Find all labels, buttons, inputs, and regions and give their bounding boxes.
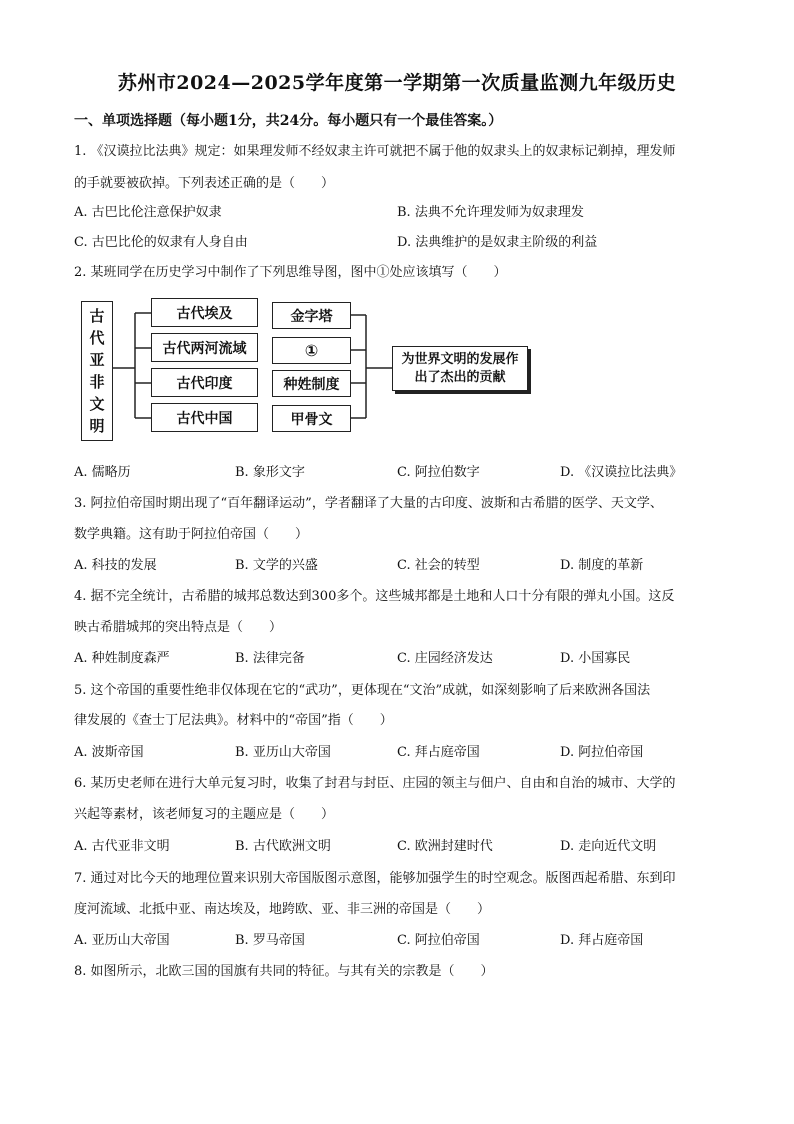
question-1-line-1: 1. 《汉谟拉比法典》规定：如果理发师不经奴隶主许可就把不属于他的奴隶头上的奴隶标记剃掉，理发师 (74, 144, 676, 159)
mindmap-root-char: 古 (89, 307, 105, 325)
mindmap-civ-china: 古代中国 (151, 403, 258, 432)
question-6-line-1: 6. 某历史老师在进行大单元复习时，收集了封君与封臣、庄园的领主与佃户、自由和自治的城市、大学的 (74, 776, 676, 791)
question-4-line-1: 4. 据不完全统计，古希腊的城邦总数达到300多个。这些城邦都是土地和人口十分有限的弹丸小国。这反 (74, 589, 675, 604)
mindmap-root-char: 代 (89, 329, 105, 347)
mindmap-root (81, 301, 113, 441)
question-6-option-b: B. 古代欧洲文明 (235, 839, 331, 854)
question-5-option-a: A. 波斯帝国 (74, 745, 144, 760)
question-4-option-b: B. 法律完备 (235, 651, 305, 666)
mindmap-civ-india: 古代印度 (151, 368, 258, 397)
mindmap-root-char: 亚 (89, 351, 105, 369)
page-title: 苏州市2024—2025学年度第一学期第一次质量监测九年级历史 (117, 72, 677, 94)
mindmap-root-char: 明 (89, 417, 105, 435)
question-5-option-c: C. 拜占庭帝国 (397, 745, 480, 760)
mindmap-item-blank: ① (272, 337, 351, 364)
question-1-option-a: A. 古巴比伦注意保护奴隶 (74, 205, 222, 220)
mindmap-item-caste: 种姓制度 (272, 370, 351, 397)
question-4-option-a: A. 种姓制度森严 (74, 651, 170, 666)
mindmap-civ-egypt: 古代埃及 (151, 298, 258, 327)
mindmap-result: 为世界文明的发展作出了杰出的贡献 (392, 346, 528, 391)
question-7-line-1: 7. 通过对比今天的地理位置来识别大帝国版图示意图，能够加强学生的时空观念。版图西起希腊、东到印 (74, 871, 676, 886)
question-2-line-1: 2. 某班同学在历史学习中制作了下列思维导图，图中①处应该填写（ ） (74, 265, 507, 280)
question-7-line-2: 度河流域、北抵中亚、南达埃及，地跨欧、亚、非三洲的帝国是（ ） (74, 902, 491, 917)
question-3-option-c: C. 社会的转型 (397, 558, 480, 573)
question-3-line-2: 数学典籍。这有助于阿拉伯帝国（ ） (74, 527, 309, 542)
question-2-option-b: B. 象形文字 (235, 465, 305, 480)
question-1-line-2: 的手就要被砍掉。下列表述正确的是（ ） (74, 176, 335, 191)
question-3-option-d: D. 制度的革新 (560, 558, 644, 573)
question-2-option-a: A. 儒略历 (74, 465, 131, 480)
question-7-option-d: D. 拜占庭帝国 (560, 933, 644, 948)
question-8-line-1: 8. 如图所示，北欧三国的国旗有共同的特征。与其有关的宗教是（ ） (74, 964, 494, 979)
question-2-option-d: D. 《汉谟拉比法典》 (560, 465, 683, 480)
question-7-option-c: C. 阿拉伯帝国 (397, 933, 480, 948)
question-6-line-2: 兴起等素材，该老师复习的主题应是（ ） (74, 807, 335, 822)
mindmap-civ-mesopotamia: 古代两河流域 (151, 333, 258, 362)
question-6-option-c: C. 欧洲封建时代 (397, 839, 493, 854)
question-4-line-2: 映古希腊城邦的突出特点是（ ） (74, 620, 283, 635)
question-7-option-a: A. 亚历山大帝国 (74, 933, 170, 948)
question-2-option-c: C. 阿拉伯数字 (397, 465, 480, 480)
question-6-option-a: A. 古代亚非文明 (74, 839, 170, 854)
section-heading: 一、单项选择题（每小题1分，共24分。每小题只有一个最佳答案。） (74, 113, 503, 129)
question-1-option-d: D. 法典维护的是奴隶主阶级的利益 (397, 235, 598, 250)
question-3-option-a: A. 科技的发展 (74, 558, 157, 573)
question-3-option-b: B. 文学的兴盛 (235, 558, 318, 573)
question-5-option-b: B. 亚历山大帝国 (235, 745, 331, 760)
question-3-line-1: 3. 阿拉伯帝国时期出现了“百年翻译运动”，学者翻译了大量的古印度、波斯和古希腊的医学、天文学、 (74, 496, 663, 511)
mindmap-root-char: 文 (89, 395, 105, 413)
mindmap-root-char: 非 (89, 373, 105, 391)
question-5-line-1: 5. 这个帝国的重要性绝非仅体现在它的“武功”，更体现在“文治”成就，如深刻影响了后来欧洲各国法 (74, 683, 651, 698)
question-4-option-c: C. 庄园经济发达 (397, 651, 493, 666)
question-6-option-d: D. 走向近代文明 (560, 839, 657, 854)
question-7-option-b: B. 罗马帝国 (235, 933, 305, 948)
question-5-line-2: 律发展的《查士丁尼法典》。材料中的“帝国”指（ ） (74, 713, 393, 728)
question-5-option-d: D. 阿拉伯帝国 (560, 745, 644, 760)
mindmap-item-oracle-bone: 甲骨文 (272, 405, 351, 432)
mindmap-item-pyramid: 金字塔 (272, 302, 351, 329)
question-1-option-b: B. 法典不允许理发师为奴隶理发 (397, 205, 584, 220)
question-1-option-c: C. 古巴比伦的奴隶有人身自由 (74, 235, 248, 250)
question-4-option-d: D. 小国寡民 (560, 651, 631, 666)
